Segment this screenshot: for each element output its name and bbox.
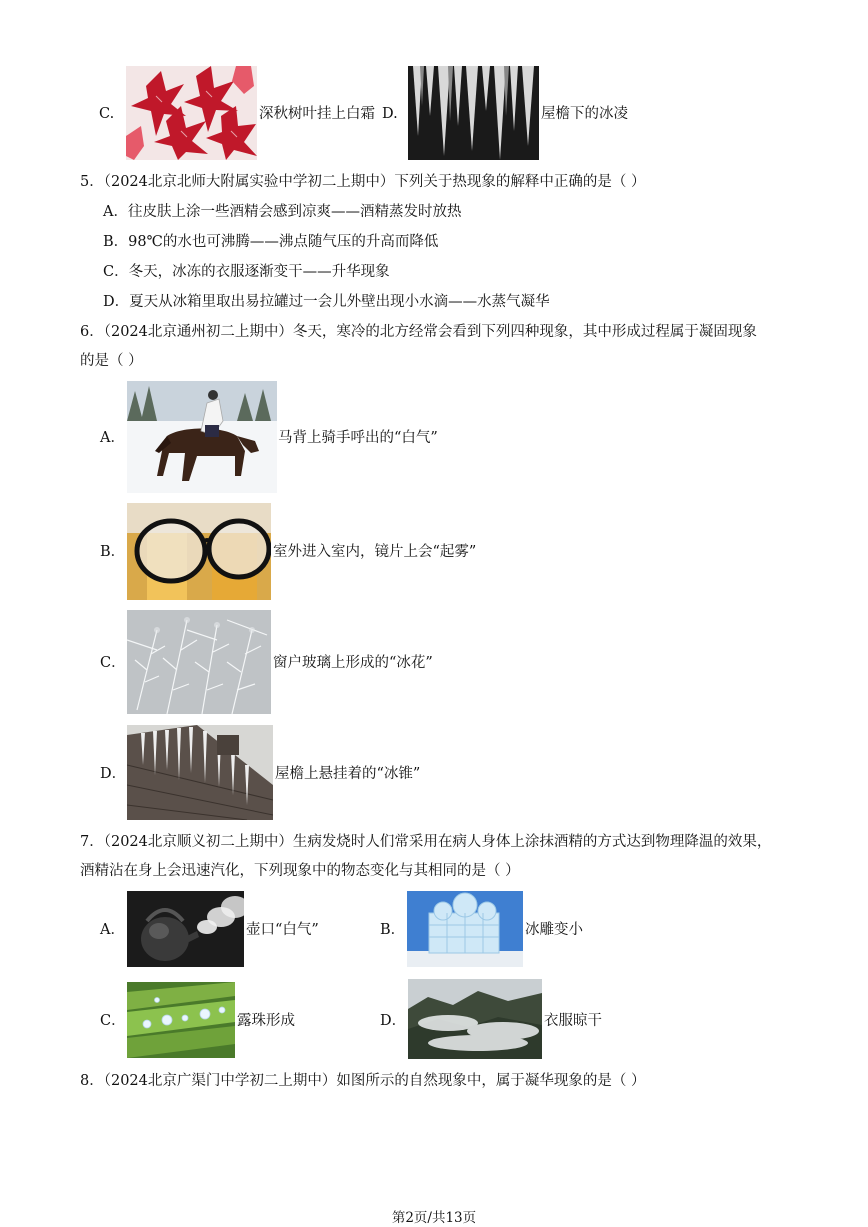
q7-stem-line1: 7．（2024北京顺义初二上期中）生病发烧时人们常采用在病人身体上涂抹酒精的方式达到物理降温的效果， [80, 834, 772, 850]
q7-option-d-letter: D． [380, 1013, 407, 1029]
q6-option-c-letter: C． [100, 655, 126, 671]
q5-option-a-text: 往皮肤上涂一些酒精会感到凉爽——酒精蒸发时放热 [127, 204, 462, 220]
q5-option-d-letter: D． [103, 294, 130, 310]
q5-stem: 5．（2024北京北师大附属实验中学初二上期中）下列关于热现象的解释中正确的是（ ） [80, 174, 646, 190]
q6-option-a-letter: A． [100, 430, 125, 446]
q6-option-a-text: 马背上骑手呼出的“白气” [278, 430, 438, 446]
q5-option-b [103, 232, 438, 252]
q5-option-a [103, 202, 461, 222]
dewdrops-image [127, 982, 235, 1058]
foggy-glasses-image [127, 503, 271, 600]
q5-option-a-letter: A． [103, 204, 128, 220]
q6-option-b-letter: B． [100, 544, 126, 560]
kettle-steam-image [127, 891, 244, 967]
q5-option-c [103, 262, 390, 282]
q4-option-c-text: 深秋树叶挂上白霜 [259, 106, 375, 122]
ice-flower-image [127, 610, 271, 714]
q8-stem: 8．（2024北京广渠门中学初二上期中）如图所示的自然现象中，属于凝华现象的是（ ） [80, 1073, 646, 1089]
q7-option-a-text: 壶口“白气” [246, 922, 319, 938]
q7-option-c-letter: C． [100, 1013, 126, 1029]
q6-option-b-text: 室外进入室内，镜片上会“起雾” [273, 544, 477, 560]
q7-option-c-text: 露珠形成 [237, 1013, 295, 1029]
q6-option-d-text: 屋檐上悬挂着的“冰锥” [275, 766, 421, 782]
q5-option-c-letter: C． [103, 264, 129, 280]
page-footer: 第2页/共13页 [391, 1210, 477, 1226]
q6-stem-line2: 的是（ ） [80, 353, 143, 369]
q4-option-d-text: 屋檐下的冰凌 [541, 106, 628, 122]
q4-option-d-letter: D. [382, 106, 398, 122]
q6-stem-line1: 6．（2024北京通州初二上期中）冬天，寒冷的北方经常会看到下列四种现象，其中形成过程属于凝固现象 [80, 324, 757, 340]
icicles-image [408, 66, 539, 160]
q7-option-b-text: 冰雕变小 [525, 922, 583, 938]
mist-mountain-image [408, 979, 542, 1059]
q5-option-b-letter: B． [103, 234, 129, 250]
q7-stem-line2: 酒精沾在身上会迅速汽化，下列现象中的物态变化与其相同的是（ ） [80, 863, 520, 879]
q5-option-b-text: 98℃的水也可沸腾——沸点随气压的升高而降低 [128, 234, 439, 250]
q5-option-c-text: 冬天，冰冻的衣服逐渐变干——升华现象 [128, 264, 390, 280]
icicle-eaves-image [127, 725, 273, 820]
q6-option-d-letter: D． [100, 766, 127, 782]
q5-option-d [103, 292, 550, 312]
horse-rider-image [127, 381, 277, 493]
ice-sculpture-image [407, 891, 523, 967]
q7-option-b-letter: B． [380, 922, 406, 938]
red-maple-frost-image [126, 66, 257, 160]
q4-option-c-letter: C. [99, 106, 115, 122]
q7-option-a-letter: A． [100, 922, 125, 938]
q7-option-d-text: 衣服晾干 [544, 1013, 602, 1029]
q6-option-c-text: 窗户玻璃上形成的“冰花” [273, 655, 433, 671]
q5-option-d-text: 夏天从冰箱里取出易拉罐过一会儿外壁出现小水滴——水蒸气凝华 [129, 294, 550, 310]
